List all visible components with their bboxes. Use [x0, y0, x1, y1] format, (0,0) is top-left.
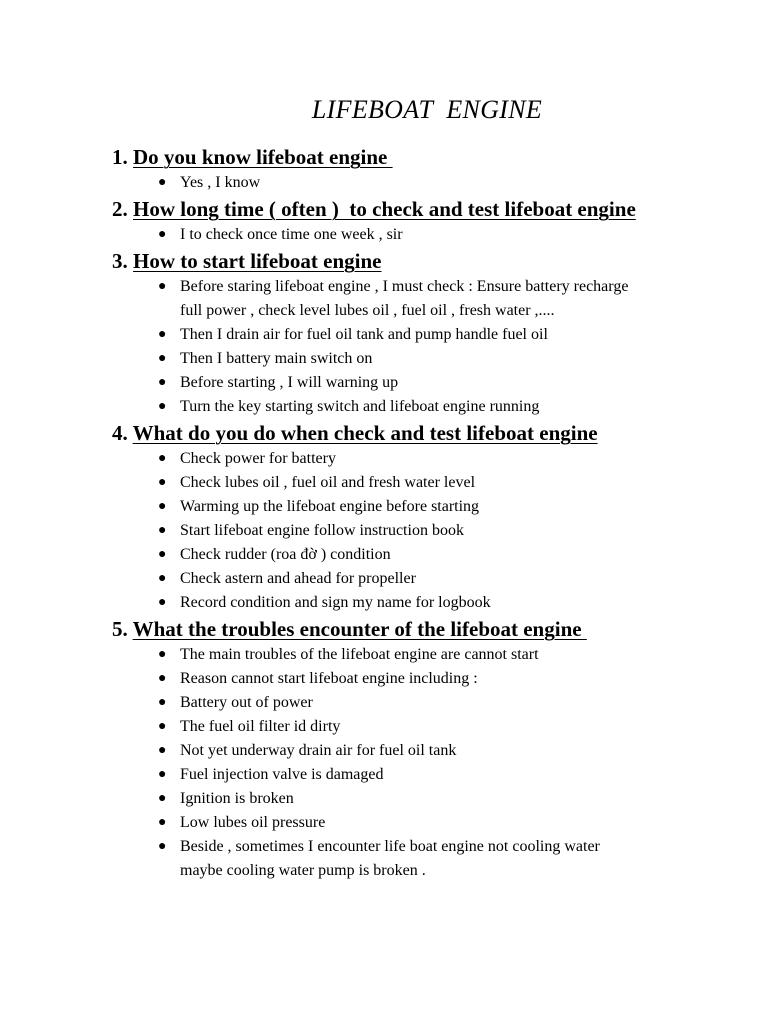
bullet-icon: ●: [158, 791, 167, 806]
list-item: [158, 471, 720, 495]
list-item-text: Warming up the lifeboat engine before starting: [180, 498, 480, 515]
section-2: [112, 195, 732, 247]
list-item-text: Ignition is broken: [180, 790, 294, 807]
list-item-text: Before staring lifeboat engine , I must check : Ensure battery recharge full power , check level lubes oil , fuel oil , fresh water ,....: [180, 278, 629, 319]
list-item-text: Yes , I know: [180, 174, 261, 191]
section-1: [112, 143, 732, 195]
list-item: [158, 787, 720, 811]
section-number: 5.: [112, 617, 128, 641]
list-item-text: Before starting , I will warning up: [180, 374, 399, 391]
bullet-icon: ●: [158, 327, 167, 342]
section-heading-text: What do you do when check and test lifeboat engine: [132, 421, 598, 445]
bullet-icon: ●: [158, 499, 167, 514]
bullet-icon: ●: [158, 695, 167, 710]
bullet-icon: ●: [158, 375, 167, 390]
list-item: [158, 739, 720, 763]
list-item: [158, 171, 720, 195]
bullet-list: [112, 275, 732, 419]
list-item-text: Reason cannot start lifeboat engine including :: [180, 670, 478, 687]
list-item-text: Fuel injection valve is damaged: [180, 766, 384, 783]
bullet-list: [112, 643, 732, 883]
list-item: [158, 691, 720, 715]
section-heading: [112, 195, 732, 223]
list-item: [158, 447, 720, 471]
bullet-icon: ●: [158, 647, 167, 662]
list-item: [158, 567, 720, 591]
list-item-text: Check lubes oil , fuel oil and fresh water level: [180, 474, 476, 491]
bullet-icon: ●: [158, 595, 167, 610]
section-heading-text: How to start lifeboat engine: [133, 249, 382, 273]
list-item: [158, 643, 720, 667]
list-item: [158, 347, 720, 371]
section-4: [112, 419, 732, 615]
section-heading-text: How long time ( often ) to check and test lifeboat engine: [133, 197, 636, 221]
list-item-text: Check rudder (roa đờ ) condition: [180, 546, 391, 563]
bullet-icon: ●: [158, 743, 167, 758]
list-item: [158, 715, 720, 739]
section-heading-text: Do you know lifeboat engine: [133, 145, 393, 169]
section-heading-text: What the troubles encounter of the lifeboat engine: [132, 617, 587, 641]
list-item-text: Then I drain air for fuel oil tank and pump handle fuel oil: [180, 326, 548, 343]
list-item-text: Turn the key starting switch and lifeboat engine running: [180, 398, 540, 415]
bullet-icon: ●: [158, 547, 167, 562]
document-title: LIFEBOAT ENGINE: [311, 95, 543, 124]
bullet-icon: ●: [158, 815, 167, 830]
section-3: [112, 247, 732, 419]
list-item: [158, 835, 720, 883]
section-number: 2.: [112, 197, 128, 221]
section-heading: [112, 143, 732, 171]
list-item-text: Then I battery main switch on: [180, 350, 373, 367]
list-item: [158, 543, 720, 567]
section-5: [112, 615, 732, 883]
list-item: [158, 395, 720, 419]
list-item: [158, 519, 720, 543]
list-item: [158, 275, 720, 323]
list-item-text: Beside , sometimes I encounter life boat engine not cooling water maybe cooling water pump is broken .: [180, 838, 600, 879]
bullet-icon: ●: [158, 451, 167, 466]
bullet-icon: ●: [158, 227, 167, 242]
list-item-text: Check power for battery: [180, 450, 336, 467]
list-item: [158, 763, 720, 787]
bullet-icon: ●: [158, 279, 167, 294]
list-item-text: Check astern and ahead for propeller: [180, 570, 416, 587]
bullet-icon: ●: [158, 571, 167, 586]
list-item-text: Low lubes oil pressure: [180, 814, 326, 831]
bullet-icon: ●: [158, 671, 167, 686]
list-item: [158, 371, 720, 395]
bullet-icon: ●: [158, 719, 167, 734]
list-item: [158, 667, 720, 691]
list-item-text: Not yet underway drain air for fuel oil tank: [180, 742, 457, 759]
list-item: [158, 323, 720, 347]
list-item: [158, 223, 720, 247]
list-item-text: The fuel oil filter id dirty: [180, 718, 341, 735]
section-heading: [112, 615, 732, 643]
bullet-icon: ●: [158, 767, 167, 782]
bullet-icon: ●: [158, 839, 167, 854]
bullet-icon: ●: [158, 399, 167, 414]
section-number: 1.: [112, 145, 128, 169]
bullet-icon: ●: [158, 523, 167, 538]
list-item: [158, 495, 720, 519]
list-item: [158, 811, 720, 835]
bullet-icon: ●: [158, 475, 167, 490]
section-number: 4.: [112, 421, 128, 445]
list-item-text: Record condition and sign my name for logbook: [180, 594, 491, 611]
list-item: [158, 591, 720, 615]
bullet-icon: ●: [158, 351, 167, 366]
bullet-list: [112, 223, 732, 247]
bullet-list: [112, 171, 732, 195]
list-item-text: The main troubles of the lifeboat engine are cannot start: [180, 646, 539, 663]
section-heading: [112, 247, 732, 275]
document-body: [112, 143, 732, 883]
list-item-text: Battery out of power: [180, 694, 313, 711]
section-number: 3.: [112, 249, 128, 273]
bullet-list: [112, 447, 732, 615]
bullet-icon: ●: [158, 175, 167, 190]
list-item-text: I to check once time one week , sir: [180, 226, 403, 243]
section-heading: [112, 419, 732, 447]
list-item-text: Start lifeboat engine follow instruction book: [180, 522, 464, 539]
